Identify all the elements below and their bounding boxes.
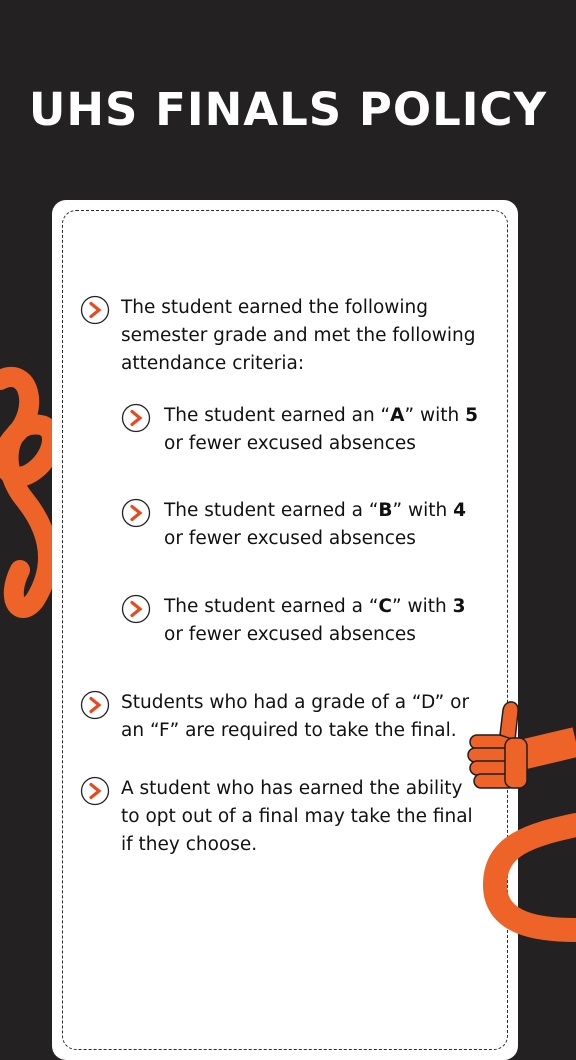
list-item-text: The student earned the following semester grade and met the following attendance criteria: (121, 297, 476, 374)
chevron-right-icon (121, 403, 151, 433)
sub-list-item-text: The student earned a “C” with 3 or fewer excused absences (164, 596, 466, 645)
chevron-right-icon (121, 498, 151, 528)
chevron-right-icon (80, 690, 110, 720)
chevron-right-icon (80, 776, 110, 806)
chevron-right-icon (121, 594, 151, 624)
sub-list-item-text: The student earned a “B” with 4 or fewer excused absences (164, 500, 467, 549)
list-item-text: Students who had a grade of a “D” or an “F” are required to take the final. (121, 692, 470, 741)
list-item-text: A student who has earned the ability to opt out of a final may take the final if they choose. (121, 778, 473, 855)
sub-list-item-text: The student earned an “A” with 5 or fewer excused absences (164, 405, 478, 454)
page-title: UHS FINALS POLICY (28, 83, 548, 136)
chevron-right-icon (80, 295, 110, 325)
